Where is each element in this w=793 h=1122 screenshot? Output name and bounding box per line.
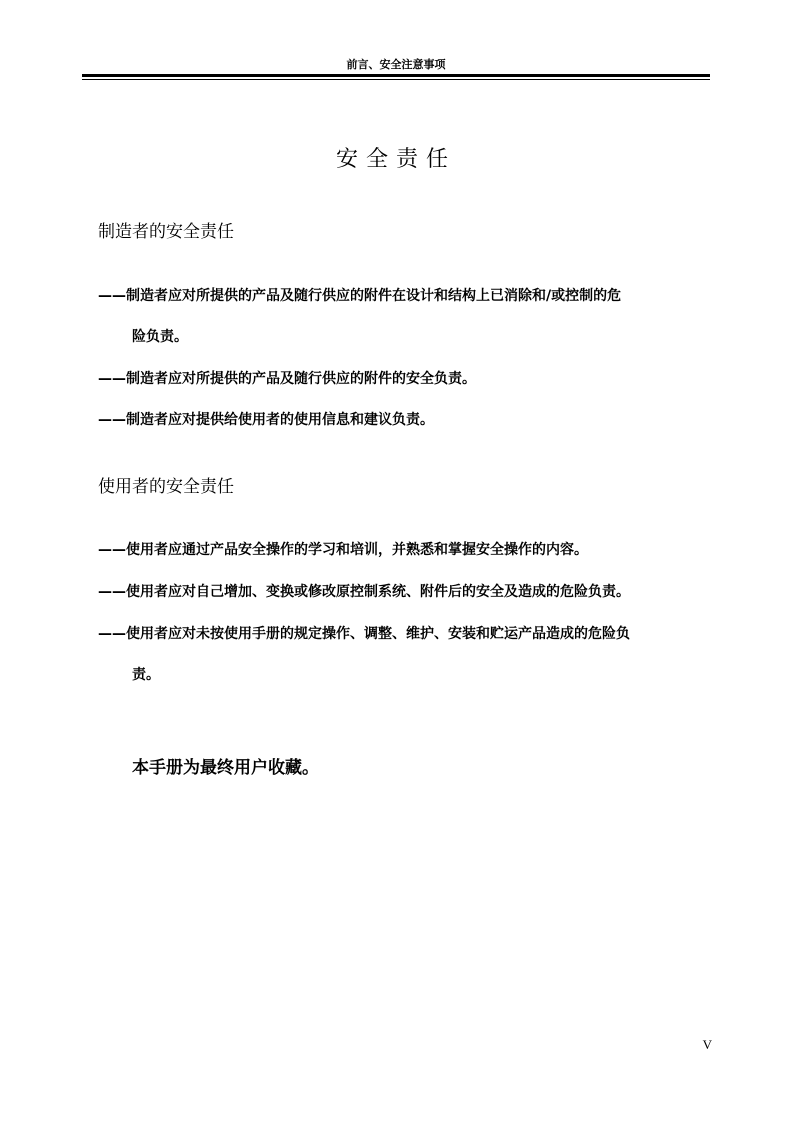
user-item-3-continuation: 责。 [132, 667, 160, 683]
user-heading: 使用者的安全责任 [98, 477, 234, 497]
user-item-1: ——使用者应通过产品安全操作的学习和培训，并熟悉和掌握安全操作的内容。 [98, 542, 588, 558]
manufacturer-item-1: ——制造者应对所提供的产品及随行供应的附件在设计和结构上已消除和/或控制的危 [98, 288, 622, 304]
page-title: 安全责任 [335, 147, 456, 172]
running-header-title: 前言、安全注意事项 [346, 58, 446, 71]
user-item-2: ——使用者应对自己增加、变换或修改原控制系统、附件后的安全及造成的危险负责。 [98, 584, 630, 600]
page-number: V [702, 1037, 712, 1052]
closing-note: 本手册为最终用户收藏。 [132, 758, 319, 778]
manufacturer-item-3: ——制造者应对提供给使用者的使用信息和建议负责。 [98, 412, 434, 428]
header-rule-thick [82, 74, 710, 77]
header-rule-thin [82, 79, 710, 80]
manufacturer-heading: 制造者的安全责任 [98, 222, 234, 242]
manufacturer-item-1-continuation: 险负责。 [132, 329, 188, 345]
manufacturer-item-2: ——制造者应对所提供的产品及随行供应的附件的安全负责。 [98, 371, 476, 387]
user-item-3: ——使用者应对未按使用手册的规定操作、调整、维护、安装和贮运产品造成的危险负 [98, 626, 630, 642]
